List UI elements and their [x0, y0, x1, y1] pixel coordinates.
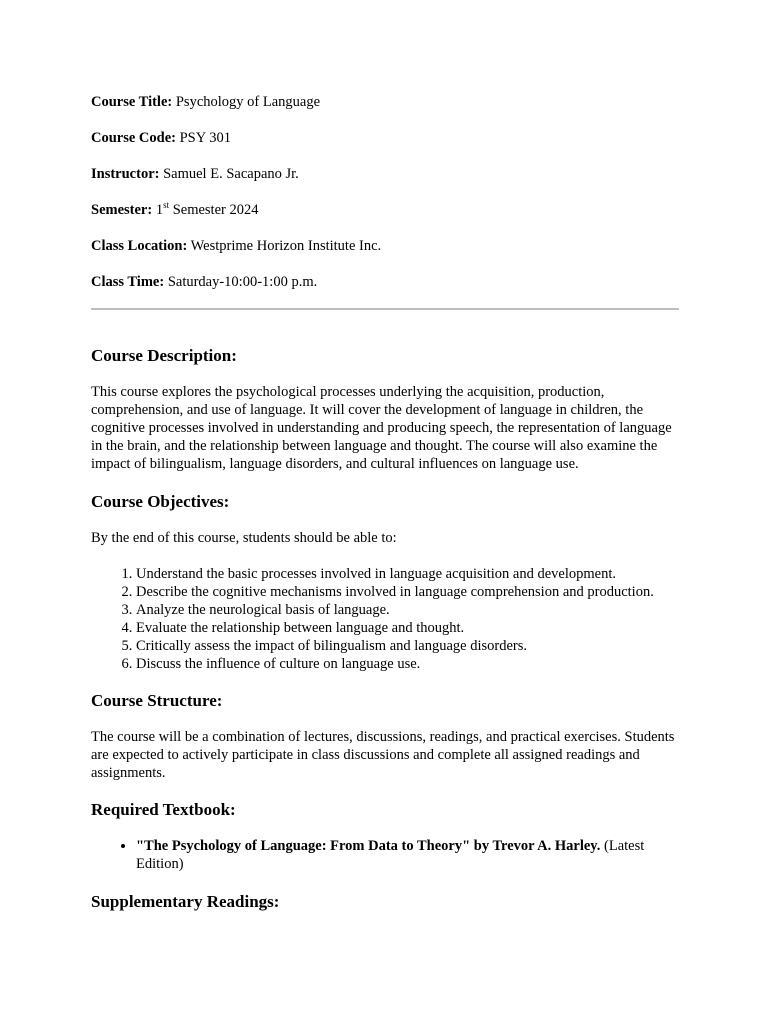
meta-value-suffix: Semester 2024	[169, 202, 259, 218]
supplementary-readings-section	[91, 891, 679, 913]
meta-value-superscript: st	[163, 200, 170, 210]
list-item: 1. Understand the basic processes involved in language acquisition and development.	[136, 565, 679, 583]
meta-label: Instructor:	[91, 166, 160, 182]
required-textbook-section	[91, 799, 679, 873]
course-title-line	[91, 93, 679, 111]
meta-label: Semester:	[91, 202, 153, 218]
instructor-line	[91, 165, 679, 183]
meta-value: Samuel E. Sacapano Jr.	[159, 166, 299, 182]
section-heading: Course Description:	[91, 346, 237, 365]
textbook-title: "The Psychology of Language: From Data to Theory" by Trevor A. Harley.	[136, 838, 601, 854]
meta-value: Psychology of Language	[172, 94, 321, 110]
meta-label: Course Code:	[91, 130, 176, 146]
meta-value: Westprime Horizon Institute Inc.	[187, 238, 382, 254]
objectives-intro: By the end of this course, students should be able to:	[91, 530, 397, 546]
list-item	[136, 837, 679, 873]
course-objectives-section	[91, 491, 679, 673]
list-item: 2. Describe the cognitive mechanisms involved in language comprehension and production.	[136, 583, 679, 601]
meta-label: Course Title:	[91, 94, 173, 110]
section-heading: Required Textbook:	[91, 800, 236, 819]
section-heading: Supplementary Readings:	[91, 892, 280, 911]
meta-label: Class Location:	[91, 238, 188, 254]
semester-line	[91, 201, 679, 219]
structure-text: The course will be a combination of lectures, discussions, readings, and practical exercises. Students are expected to actively participate in class discussions and complete all assigned readings and assignments.	[91, 729, 675, 781]
class-location-line	[91, 237, 679, 255]
meta-value: Saturday-10:00-1:00 p.m.	[164, 274, 318, 290]
list-item: 4. Evaluate the relationship between language and thought.	[136, 619, 679, 637]
list-item: 5. Critically assess the impact of bilingualism and language disorders.	[136, 637, 679, 655]
meta-value: PSY 301	[175, 130, 232, 146]
course-description-section	[91, 345, 679, 473]
meta-label: Class Time:	[91, 274, 165, 290]
horizontal-divider	[91, 308, 679, 310]
course-structure-section	[91, 690, 679, 782]
textbook-edition: (Latest Edition)	[136, 838, 645, 872]
section-heading: Course Structure:	[91, 691, 223, 710]
list-item: 3. Analyze the neurological basis of language.	[136, 601, 679, 619]
meta-value-prefix: 1	[152, 202, 164, 218]
objectives-list	[91, 565, 679, 673]
course-code-line	[91, 129, 679, 147]
section-heading: Course Objectives:	[91, 492, 230, 511]
class-time-line	[91, 273, 679, 291]
syllabus-content	[91, 93, 679, 911]
textbook-list	[91, 837, 679, 873]
description-text: This course explores the psychological processes underlying the acquisition, production, comprehension, and use of language. It will cover the development of language in children, the cognitive processes involved in understanding and producing speech, the representation of language in the brain, and the relationship between language and thought. The course will also examine the impact of bilingualism, language disorders, and cultural influences on language use.	[91, 384, 672, 472]
list-item: 6. Discuss the influence of culture on language use.	[136, 655, 679, 673]
